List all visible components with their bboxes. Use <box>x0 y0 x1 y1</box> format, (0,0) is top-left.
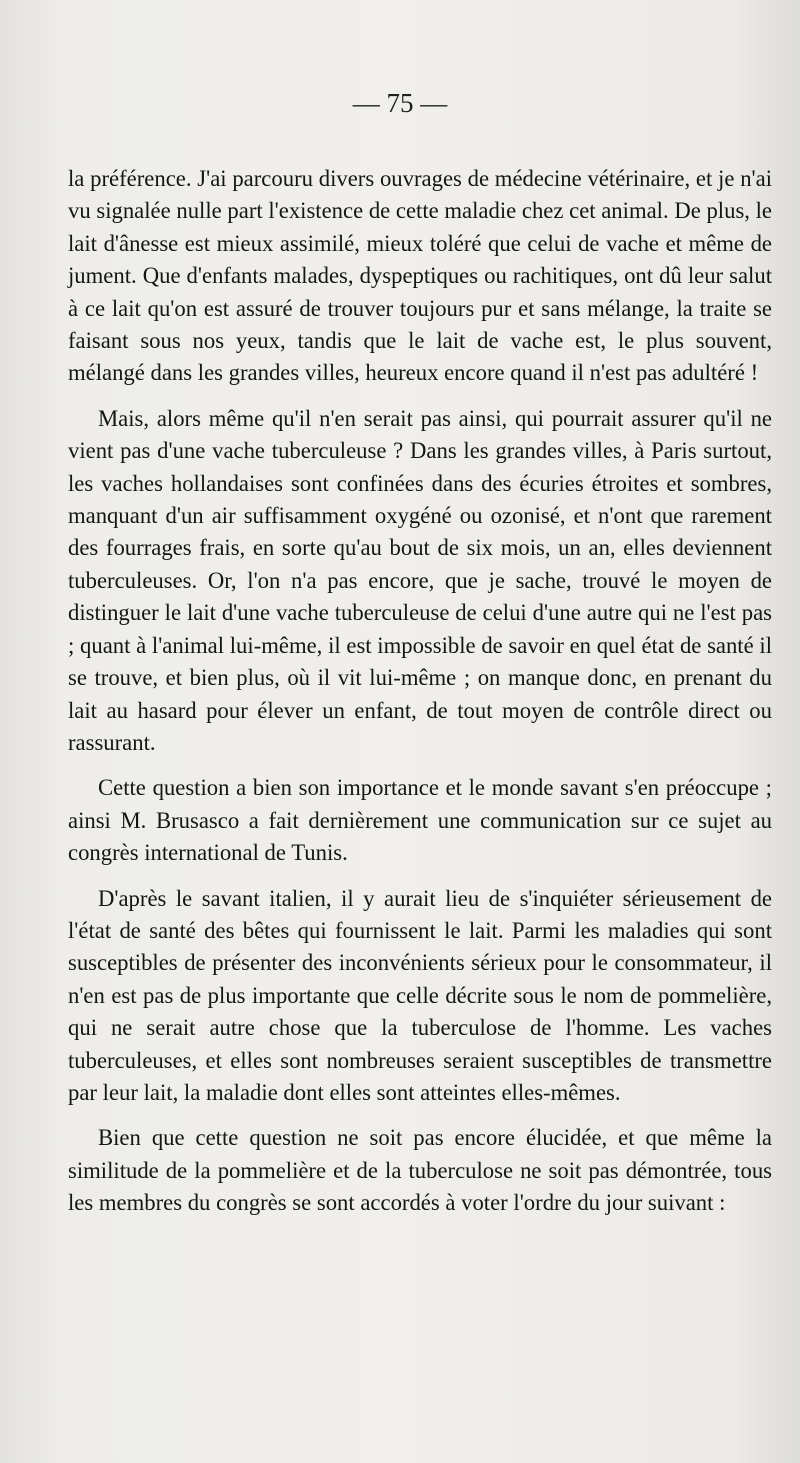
paragraph: Cette question a bien son importance et le monde savant s'en préoccupe ; ainsi M. Brusasco a fait dernièrement une communication sur ce sujet au congrès international de Tunis. <box>68 775 772 866</box>
paragraph-continuation: la préférence. J'ai parcouru divers ouvrages de médecine vétérinaire, et je n'ai vu signalée nulle part l'existence de cette maladie chez cet animal. De plus, le lait d'ânesse est mieux assimilé, mieux toléré que celui de vache et même de jument. Que d'enfants malades, dyspeptiques ou rachitiques, ont dû leur salut à ce lait qu'on est assuré de trouver toujours pur et sans mélange, la traite se faisant sous nos yeux, tandis que le lait de vache est, le plus souvent, mélangé dans les grandes villes, heureux encore quand il n'est pas adultéré ! <box>68 166 772 386</box>
paragraph: Mais, alors même qu'il n'en serait pas ainsi, qui pourrait assurer qu'il ne vient pas d'une vache tuberculeuse ? Dans les grandes villes, à Paris surtout, les vaches hollandaises sont confinées dans des écuries étroites et sombres, manquant d'un air suffisamment oxygéné ou ozonisé, et n'ont que rarement des fourrages frais, en sorte qu'au bout de six mois, un an, elles deviennent tuberculeuses. Or, l'on n'a pas encore, que je sache, trouvé le moyen de distinguer le lait d'une vache tuberculeuse de celui d'une autre qui ne l'est pas ; quant à l'animal lui-même, il est impossible de savoir en quel état de santé il se trouve, et bien plus, où il vit lui-même ; on manque donc, en prenant du lait au hasard pour élever un enfant, de tout moyen de contrôle direct ou rassurant. <box>68 405 772 755</box>
body-text <box>68 163 772 1220</box>
paragraph: Bien que cette question ne soit pas encore élucidée, et que même la similitude de la pommelière et de la tuberculose ne soit pas démontrée, tous les membres du congrès se sont accordés à voter l'ordre du jour suivant : <box>68 1125 772 1216</box>
page-number: — 75 — <box>352 88 448 118</box>
paragraph: D'après le savant italien, il y aurait lieu de s'inquiéter sérieusement de l'état de santé des bêtes qui fournissent le lait. Parmi les maladies qui sont susceptibles de présenter des inconvénients sérieux pour le consommateur, il n'en est pas de plus importante que celle décrite sous le nom de pommelière, qui ne serait autre chose que la tuberculose de l'homme. Les vaches tuberculeuses, et elles sont nombreuses seraient susceptibles de transmettre par leur lait, la maladie dont elles sont atteintes elles-mêmes. <box>68 885 772 1105</box>
